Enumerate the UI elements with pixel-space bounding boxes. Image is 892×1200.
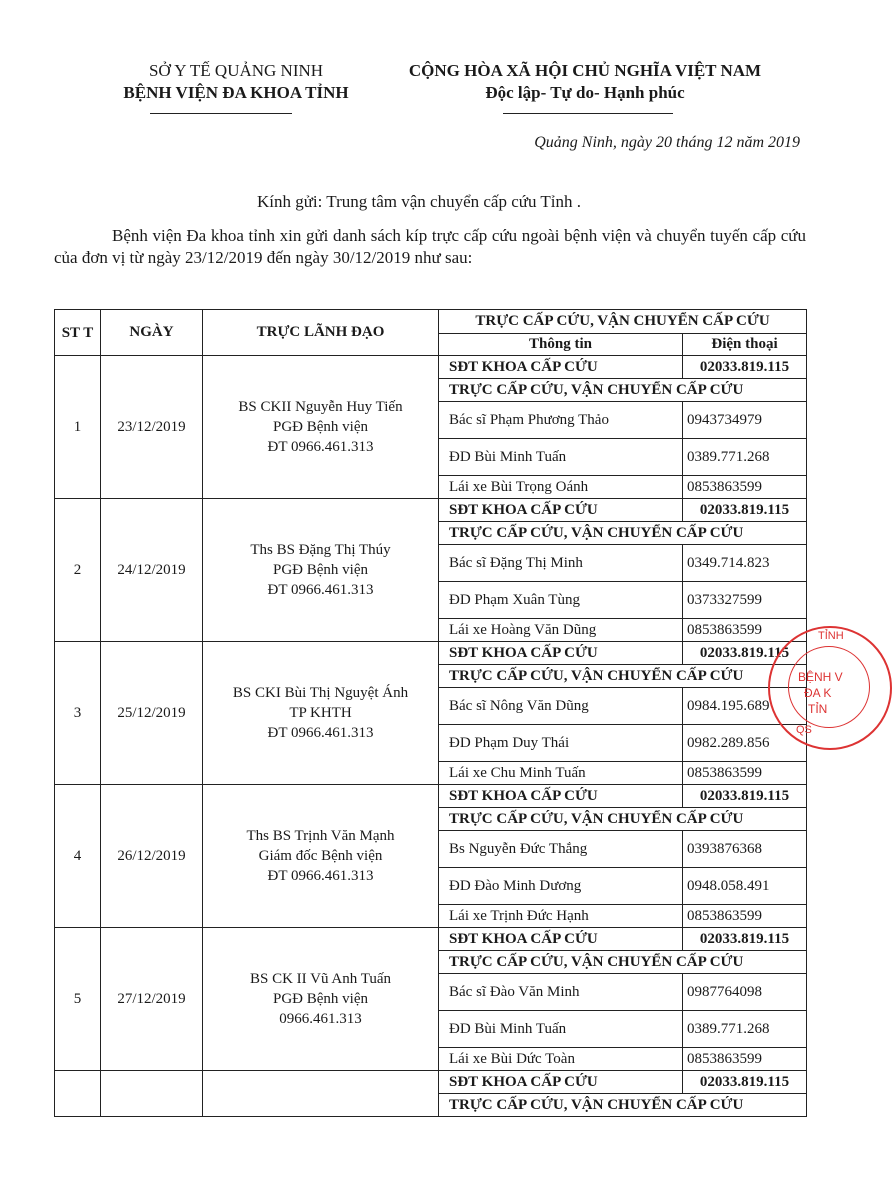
er-phone-label: SĐT KHOA CẤP CỨU <box>439 356 683 379</box>
staff-name: Lái xe Chu Minh Tuấn <box>439 762 683 785</box>
staff-phone: 0853863599 <box>683 1048 807 1071</box>
staff-phone: 0987764098 <box>683 974 807 1011</box>
staff-phone: 0853863599 <box>683 476 807 499</box>
national-motto: Độc lập- Tự do- Hạnh phúc <box>485 83 685 102</box>
er-phone-value: 02033.819.115 <box>683 785 807 808</box>
staff-name: Lái xe Trịnh Đức Hạnh <box>439 905 683 928</box>
er-phone-label: SĐT KHOA CẤP CỨU <box>439 785 683 808</box>
row-date: 24/12/2019 <box>101 499 203 642</box>
leader-title: TP KHTH <box>289 705 352 721</box>
national-title: CỘNG HÒA XÃ HỘI CHỦ NGHĨA VIỆT NAM <box>408 61 762 80</box>
row-leader <box>203 499 439 642</box>
staff-phone: 0349.714.823 <box>683 545 807 582</box>
roster-row <box>55 499 807 522</box>
leader-name: BS CKI Bùi Thị Nguyệt Ánh <box>232 685 409 701</box>
staff-name: Lái xe Hoàng Văn Dũng <box>439 619 683 642</box>
staff-phone: 0393876368 <box>683 831 807 868</box>
staff-phone: 0948.058.491 <box>683 868 807 905</box>
roster-row <box>55 356 807 379</box>
section-heading: TRỰC CẤP CỨU, VẬN CHUYỂN CẤP CỨU <box>439 1094 807 1117</box>
leader-title: Giám đốc Bệnh viện <box>258 848 383 864</box>
leader-phone: ĐT 0966.461.313 <box>267 868 374 884</box>
hospital-name: BỆNH VIỆN ĐA KHOA TỈNH <box>123 83 349 102</box>
intro-paragraph: Bệnh viện Đa khoa tỉnh xin gửi danh sách kíp trực cấp cứu ngoài bệnh viện và chuyển tuyến cấp cứu của đơn vị từ ngày 23/12/2019 đến ngày 30/12/2019 như sau: <box>54 226 806 267</box>
er-phone-label: SĐT KHOA CẤP CỨU <box>439 642 683 665</box>
er-phone-label: SĐT KHOA CẤP CỨU <box>439 928 683 951</box>
leader-title: PGĐ Bệnh viện <box>273 991 368 1007</box>
staff-name: Lái xe Bùi Trọng Oánh <box>439 476 683 499</box>
staff-name: ĐD Bùi Minh Tuấn <box>439 1011 683 1048</box>
section-heading: TRỰC CẤP CỨU, VẬN CHUYỂN CẤP CỨU <box>439 665 807 688</box>
leader-title: PGĐ Bệnh viện <box>273 419 368 435</box>
staff-phone: 0984.195.689 <box>683 688 807 725</box>
section-heading: TRỰC CẤP CỨU, VẬN CHUYỂN CẤP CỨU <box>439 951 807 974</box>
staff-phone: 0389.771.268 <box>683 439 807 476</box>
col-group-header: TRỰC CẤP CỨU, VẬN CHUYỂN CẤP CỨU <box>439 310 807 334</box>
er-phone-label: SĐT KHOA CẤP CỨU <box>439 1071 683 1094</box>
er-phone-label: SĐT KHOA CẤP CỨU <box>439 499 683 522</box>
row-stt: 3 <box>55 642 101 785</box>
col-stt-header: ST T <box>55 310 101 356</box>
section-heading: TRỰC CẤP CỨU, VẬN CHUYỂN CẤP CỨU <box>439 379 807 402</box>
row-date: 23/12/2019 <box>101 356 203 499</box>
staff-phone: 0389.771.268 <box>683 1011 807 1048</box>
leader-name: BS CK II Vũ Anh Tuấn <box>249 971 391 987</box>
er-phone-value: 02033.819.115 <box>683 356 807 379</box>
staff-name: ĐD Đào Minh Dương <box>439 868 683 905</box>
leader-name: Ths BS Đặng Thị Thúy <box>250 542 391 558</box>
roster-row-partial <box>55 1071 807 1094</box>
date-line: Quảng Ninh, ngày 20 tháng 12 năm 2019 <box>534 134 800 151</box>
staff-name: Lái xe Bùi Dức Toàn <box>439 1048 683 1071</box>
department-name: SỞ Y TẾ QUẢNG NINH <box>148 61 324 80</box>
staff-phone: 0982.289.856 <box>683 725 807 762</box>
staff-name: Bác sĩ Đặng Thị Minh <box>439 545 683 582</box>
row-leader <box>203 642 439 785</box>
stamp-text-mid3: TỈN <box>808 702 828 716</box>
col-leader-header: TRỰC LÃNH ĐẠO <box>203 310 439 356</box>
staff-name: ĐD Phạm Duy Thái <box>439 725 683 762</box>
leader-phone: 0966.461.313 <box>279 1011 362 1027</box>
leader-name: Ths BS Trịnh Văn Mạnh <box>246 828 395 844</box>
header-right-rule <box>503 113 673 114</box>
er-phone-value: 02033.819.115 <box>683 928 807 951</box>
roster-row <box>55 642 807 665</box>
duty-roster-table <box>54 309 807 1117</box>
staff-name: ĐD Phạm Xuân Tùng <box>439 582 683 619</box>
staff-name: Bác sĩ Phạm Phương Thảo <box>439 402 683 439</box>
leader-name: BS CKII Nguyễn Huy Tiến <box>238 399 403 415</box>
row-leader <box>203 928 439 1071</box>
er-phone-value: 02033.819.115 <box>683 642 807 665</box>
staff-phone: 0943734979 <box>683 402 807 439</box>
roster-row <box>55 928 807 951</box>
col-date-header: NGÀY <box>101 310 203 356</box>
staff-phone: 0853863599 <box>683 762 807 785</box>
staff-name: Bác sĩ Nông Văn Dũng <box>439 688 683 725</box>
leader-title: PGĐ Bệnh viện <box>273 562 368 578</box>
section-heading: TRỰC CẤP CỨU, VẬN CHUYỂN CẤP CỨU <box>439 522 807 545</box>
row-stt: 1 <box>55 356 101 499</box>
staff-phone: 0373327599 <box>683 582 807 619</box>
er-phone-value: 02033.819.115 <box>683 499 807 522</box>
row-stt: 2 <box>55 499 101 642</box>
col-phone-header: Điện thoại <box>683 334 807 356</box>
col-info-header: Thông tin <box>439 334 683 356</box>
row-stt: 5 <box>55 928 101 1071</box>
staff-name: ĐD Bùi Minh Tuấn <box>439 439 683 476</box>
leader-phone: ĐT 0966.461.313 <box>267 582 374 598</box>
leader-phone: ĐT 0966.461.313 <box>267 725 374 741</box>
row-date: 26/12/2019 <box>101 785 203 928</box>
row-stt: 4 <box>55 785 101 928</box>
roster-row <box>55 785 807 808</box>
stamp-text-top: TỈNH <box>818 630 844 642</box>
staff-name: Bác sĩ Đào Văn Minh <box>439 974 683 1011</box>
stamp-text-mid2: ĐA K <box>804 686 832 700</box>
er-phone-value: 02033.819.115 <box>683 1071 807 1094</box>
row-date: 25/12/2019 <box>101 642 203 785</box>
header-left <box>88 60 384 104</box>
stamp-text-bottom: QS <box>796 724 812 736</box>
staff-phone: 0853863599 <box>683 619 807 642</box>
row-leader <box>203 785 439 928</box>
staff-name: Bs Nguyễn Đức Thắng <box>439 831 683 868</box>
header-right <box>370 60 800 104</box>
greeting: Kính gửi: Trung tâm vận chuyển cấp cứu Tỉnh . <box>256 192 582 211</box>
header-left-rule <box>150 113 292 114</box>
section-heading: TRỰC CẤP CỨU, VẬN CHUYỂN CẤP CỨU <box>439 808 807 831</box>
official-stamp <box>768 626 892 750</box>
row-date: 27/12/2019 <box>101 928 203 1071</box>
stamp-text-mid1: BỆNH V <box>798 670 843 684</box>
staff-phone: 0853863599 <box>683 905 807 928</box>
row-leader <box>203 356 439 499</box>
leader-phone: ĐT 0966.461.313 <box>267 439 374 455</box>
